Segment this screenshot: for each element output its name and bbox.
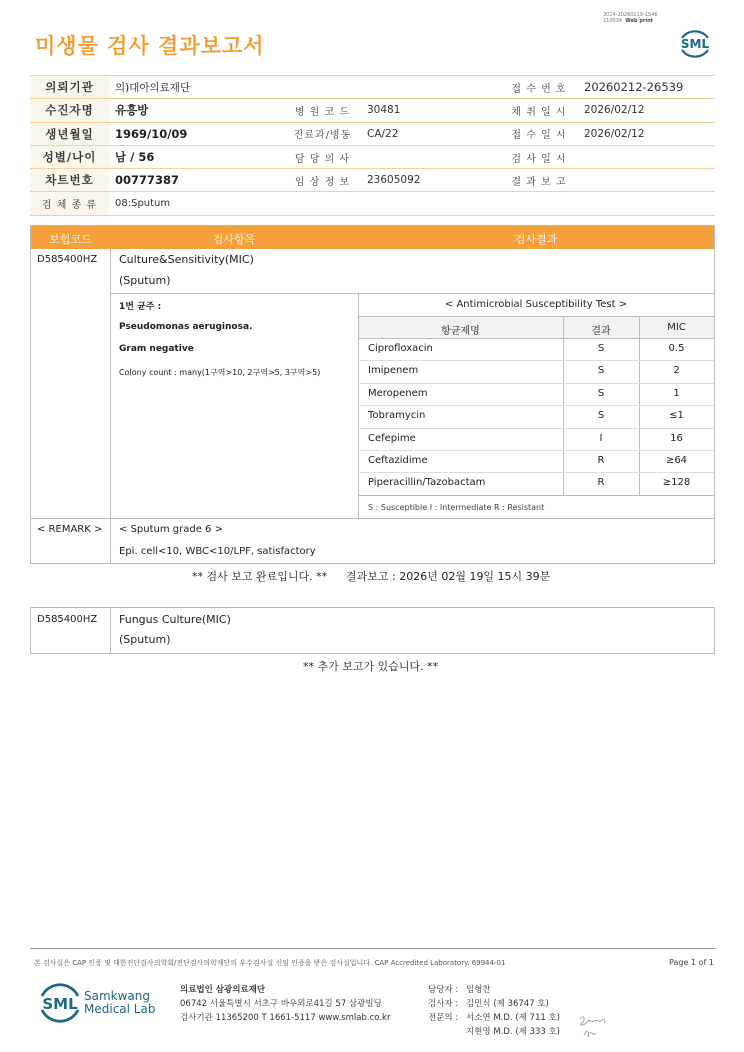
info-value: [361, 145, 500, 168]
info-label: 결 과 보 고: [500, 169, 578, 192]
company-name: 의료법인 삼광의료재단: [180, 985, 266, 995]
ast-drug-name: Piperacillin/Tazobactam: [368, 477, 486, 488]
fungus-table: [30, 607, 715, 654]
remark-title: < Sputum grade 6 >: [119, 524, 223, 535]
col-insurance-code: 보험코드: [49, 233, 92, 246]
staff-name: 임형찬: [466, 985, 491, 995]
info-label: 검 사 일 시: [500, 145, 578, 168]
page-number: Page 1 of 1: [669, 958, 714, 967]
colony-count: Colony count : many(1구역>10, 2구역>5, 3구역>5): [119, 368, 321, 377]
staff-name: 서소연 M.D. (제 711 호): [466, 1013, 561, 1023]
report-title: 미생물 검사 결과보고서: [35, 34, 265, 58]
info-value: 의)대아의료재단: [109, 76, 284, 99]
info-label: 병 원 코 드: [284, 99, 361, 122]
ast-result: R: [597, 455, 605, 466]
info-value: 남 / 56: [109, 145, 284, 168]
info-value: [361, 76, 500, 99]
ast-result: S: [597, 388, 605, 399]
info-row: [30, 192, 715, 215]
info-value: [578, 145, 715, 168]
isolate-label: 1번 균주 :: [119, 302, 162, 312]
insurance-code: D585400HZ: [37, 254, 98, 265]
report-time: 결과보고 : 2026년 02월 19일 15시 39분: [346, 570, 551, 583]
info-row: [30, 99, 715, 122]
print-label: Web print: [625, 18, 654, 24]
ast-result: I: [599, 433, 603, 444]
col-test-item: 검사항목: [212, 233, 256, 246]
logo-name-line1: Samkwang: [84, 989, 150, 1003]
result-table: [30, 225, 715, 564]
organism-name: Pseudomonas aeruginosa.: [119, 322, 253, 332]
logo-text: SML: [680, 37, 710, 51]
info-value: 23605092: [361, 169, 500, 192]
remark-text: Epi. cell<10, WBC<10/LPF, satisfactory: [119, 546, 316, 557]
footer-divider: [30, 948, 715, 949]
ast-mic: ≥64: [665, 455, 688, 466]
ast-mic: ≤1: [669, 410, 684, 421]
result-table-header: [31, 226, 714, 249]
fungus-test-name: Fungus Culture(MIC): [119, 613, 231, 626]
specimen-label: 검 체 종 류: [30, 192, 109, 215]
staff-role: 담당자 :: [428, 985, 459, 995]
staff-name: 김민식 (제 36747 호): [466, 999, 549, 1009]
fungus-test-specimen: (Sputum): [119, 633, 171, 646]
fungus-insurance-code: D585400HZ: [37, 614, 98, 625]
ast-mic: ≥128: [662, 477, 691, 488]
sml-footer-logo-icon: [36, 979, 84, 1027]
print-meta: [603, 12, 703, 24]
company-contact: 검사기관 11365200 T 1661-5117 www.smlab.co.kr: [180, 1013, 391, 1023]
info-label: 성별/나이: [30, 145, 109, 168]
ast-header-drug: 항균제명: [441, 326, 480, 337]
ast-header-mic: MIC: [667, 322, 686, 333]
test-name: Culture&Sensitivity(MIC): [119, 253, 254, 266]
fungus-note: ** 추가 보고가 있습니다. **: [303, 660, 439, 673]
info-value: 2026/02/12: [578, 122, 715, 145]
staff-role: 검사자 :: [428, 999, 459, 1009]
company-address: 06742 서울특별시 서초구 바우뫼로41길 57 삼광빌딩: [180, 999, 382, 1009]
print-code: 210034: [603, 18, 623, 24]
ast-result: R: [597, 477, 605, 488]
ast-mic: 16: [670, 433, 683, 444]
staff-role: 전문의 :: [428, 1013, 459, 1023]
ast-drug-name: Ciprofloxacin: [368, 343, 433, 354]
test-specimen: (Sputum): [119, 274, 171, 287]
ast-mic: 2: [673, 365, 680, 376]
info-label: 접 수 번 호: [500, 76, 578, 99]
company-info: [180, 983, 390, 1025]
info-row: [30, 169, 715, 192]
info-label: 수진자명: [30, 99, 109, 122]
remark-label: < REMARK >: [37, 524, 103, 535]
footer-logo-text: SML: [42, 995, 78, 1013]
staff-name: 지현영 M.D. (제 333 호): [466, 1027, 561, 1037]
staff-list: [428, 983, 560, 1039]
info-value: 1969/10/09: [109, 122, 284, 145]
info-value: 2026/02/12: [578, 99, 715, 122]
ast-result: S: [597, 343, 605, 354]
info-label: 접 수 일 시: [500, 122, 578, 145]
specimen-value: 08:Sputum: [109, 192, 715, 215]
info-value: CA/22: [361, 122, 500, 145]
ast-drug-name: Cefepime: [368, 433, 416, 444]
sml-logo-icon: [676, 24, 714, 62]
info-label: [284, 76, 361, 99]
gram-stain: Gram negative: [119, 344, 194, 354]
info-value: 30481: [361, 99, 500, 122]
footer-logo-name: [84, 990, 155, 1016]
report-complete-note: ** 검사 보고 완료입니다. **: [192, 570, 328, 583]
ast-drug-name: Imipenem: [368, 365, 419, 376]
patient-info-table: [30, 75, 715, 216]
info-label: 임 상 정 보: [284, 169, 361, 192]
info-row: [30, 145, 715, 168]
ast-drug-name: Tobramycin: [368, 410, 426, 421]
info-label: 담 당 의 사: [284, 145, 361, 168]
ast-legend: S : Susceptible I : Intermediate R : Resistant: [368, 503, 545, 512]
info-row: [30, 76, 715, 99]
col-test-result: 검사결과: [514, 233, 558, 246]
ast-title: < Antimicrobial Susceptibility Test >: [444, 299, 628, 310]
signature-image: [576, 1011, 610, 1041]
ast-drug-name: Ceftazidime: [368, 455, 428, 466]
ast-mic: 1: [673, 388, 680, 399]
info-label: 차트번호: [30, 169, 109, 192]
print-id: 3014-20260219-1546: [603, 12, 658, 18]
info-value: 00777387: [109, 169, 284, 192]
ast-header-result: 결과: [591, 326, 611, 337]
info-value: 유흥방: [109, 99, 284, 122]
info-row: [30, 122, 715, 145]
info-value: 20260212-26539: [578, 76, 715, 99]
logo-name-line2: Medical Lab: [84, 1002, 156, 1016]
ast-result: S: [597, 365, 605, 376]
info-label: 채 취 일 시: [500, 99, 578, 122]
info-label: 생년월일: [30, 122, 109, 145]
info-value: [578, 169, 715, 192]
ast-mic: 0.5: [668, 343, 685, 354]
info-label: 진료과/병동: [284, 122, 361, 145]
ast-drug-name: Meropenem: [368, 388, 428, 399]
info-label: 의뢰기관: [30, 76, 109, 99]
ast-result: S: [597, 410, 605, 421]
certification-note: 본 검사실은 CAP 인증 및 대한진단검사의학회/진단검사의학재단의 우수검사실 신임 인증을 받은 검사실입니다. CAP Accredited Laboratory. 69944-01: [34, 959, 506, 967]
